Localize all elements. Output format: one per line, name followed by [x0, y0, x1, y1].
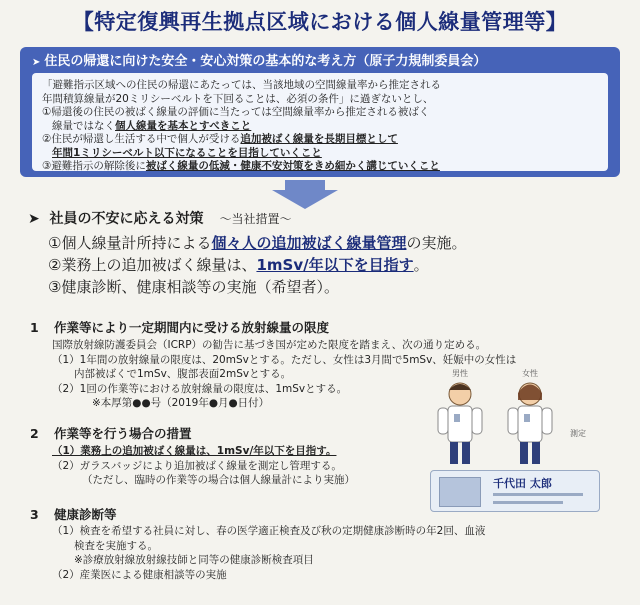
policy-item1-line1: ①帰還後の住民の被ばく線量の評価に当たっては空間線量率から推定される被ばく: [42, 106, 430, 118]
measures-note: ～当社措置～: [219, 212, 292, 226]
section2-heading: [30, 424, 192, 442]
measures-heading-text: 社員の不安に応える対策: [49, 211, 204, 227]
badge-divider: [493, 493, 583, 496]
policy-item1-pre: 線量ではなく: [52, 119, 116, 132]
section3-number: 3: [30, 507, 39, 522]
page-title: 【特定復興再生拠点区域における個人線量管理等】: [72, 10, 568, 34]
measure-item-1-highlight: 個々人の追加被ばく線量管理: [211, 234, 407, 252]
badge-photo-icon: [439, 477, 481, 507]
label-badge: 測定: [570, 429, 586, 438]
measure-item-2-pre: ②業務上の追加被ばく線量は、: [48, 256, 257, 274]
triangle-bullet-icon: ➤: [32, 57, 41, 68]
policy-item1-highlight: 個人線量を基本とすべきこと: [115, 119, 252, 132]
down-arrow-icon: [270, 180, 340, 210]
policy-intro-line1: 「避難指示区域への住民の帰還にあたっては、当該地域の空間線量率から推定される: [42, 79, 441, 91]
policy-heading: [32, 51, 608, 73]
measures-list: [48, 232, 628, 298]
section2-line1: （1）業務上の追加被ばく線量は、1mSv/年以下を目指す。: [52, 445, 337, 457]
section3-line2: 検査を実施する。: [74, 539, 158, 552]
measure-item-1: [48, 232, 628, 254]
policy-content: [32, 73, 608, 171]
measure-item-2: [48, 254, 628, 276]
section3-line4: （2）産業医による健康相談等の実施: [52, 568, 227, 581]
section2-line3: （ただし、臨時の作業等の場合は個人線量計により実施）: [82, 474, 355, 486]
section1-line2: （1）1年間の放射線量の限度は、20mSvとする。ただし、女性は3月間で5mSv、妊娠中の女性は: [52, 353, 517, 366]
section3-heading: [30, 505, 117, 523]
policy-item3-pre: ③避難指示の解除後に: [42, 160, 146, 172]
triangle-bullet-icon: ➤: [28, 211, 40, 227]
section1-number: 1: [30, 320, 39, 335]
measure-item-1-pre: ①個人線量計所持による: [48, 234, 212, 252]
policy-item2-highlight: 追加被ばく線量を長期目標として: [240, 133, 398, 145]
section3-line3: ※診療放射線放射線技師と同等の健康診断検査項目: [74, 554, 314, 566]
section3-line1: （1）検査を希望する社員に対し、春の医学適正検査及び秋の定期健康診断時の年2回、血液: [52, 525, 486, 537]
section2-number: 2: [30, 426, 39, 441]
workers-figure-icon: [430, 378, 570, 473]
section1-line5: ※本厚第●●号（2019年●月●日付）: [92, 397, 270, 409]
policy-item1-line2: [42, 120, 598, 134]
policy-heading-text: 住民の帰還に向けた安全・安心対策の基本的な考え方（原子力規制委員会）: [44, 54, 487, 69]
section1-line4: （2）1回の作業等における放射線量の限度は、1mSvとする。: [52, 382, 348, 395]
measure-item-2-highlight: 1mSv/年以下を目指す: [256, 256, 414, 274]
section3-body: [52, 524, 622, 582]
section1-heading-text: 作業等により一定期間内に受ける放射線量の限度: [54, 320, 330, 335]
policy-box: [20, 47, 620, 177]
badge-divider: [493, 501, 563, 504]
dosimeter-badge: [430, 470, 600, 512]
policy-intro-line2: 年間積算線量が20ミリシーベルトを下回ることは、必須の条件」に過ぎないとし、: [42, 92, 434, 105]
policy-item2-line2: [42, 147, 598, 161]
policy-item3: [42, 160, 598, 174]
section1-line1: 国際放射線防護委員会（ICRP）の勧告に基づき国が定めた限度を踏まえ、次の通り定める。: [52, 339, 487, 351]
label-male: 男性: [452, 369, 468, 378]
policy-item2-pre: ②住民が帰還し生活する中で個人が受ける: [42, 133, 241, 145]
measures-heading: [28, 208, 292, 228]
measure-item-1-post: の実施。: [406, 234, 467, 252]
section2-body: [52, 444, 432, 488]
policy-item2-highlight2: 年間1ミリシーベルト以下になることを目指していくこと: [52, 146, 322, 159]
measure-item-3: ③健康診断、健康相談等の実施（希望者）。: [48, 278, 339, 296]
policy-item3-highlight: 被ばく線量の低減・健康不安対策をきめ細かく講じていくこと: [145, 160, 440, 172]
badge-name: 千代田 太郎: [493, 477, 552, 490]
label-female: 女性: [522, 369, 538, 378]
section3-heading-text: 健康診断等: [54, 507, 117, 522]
section1-heading: [30, 318, 329, 336]
section2-line2: （2）ガラスバッジにより追加被ばく線量を測定し管理する。: [52, 459, 342, 472]
measure-item-2-post: 。: [413, 256, 429, 274]
policy-item2-line1: [42, 133, 598, 147]
section2-heading-text: 作業等を行う場合の措置: [54, 426, 192, 441]
section1-line3: 内部被ばくで1mSv、腹部表面2mSvとする。: [74, 368, 292, 380]
